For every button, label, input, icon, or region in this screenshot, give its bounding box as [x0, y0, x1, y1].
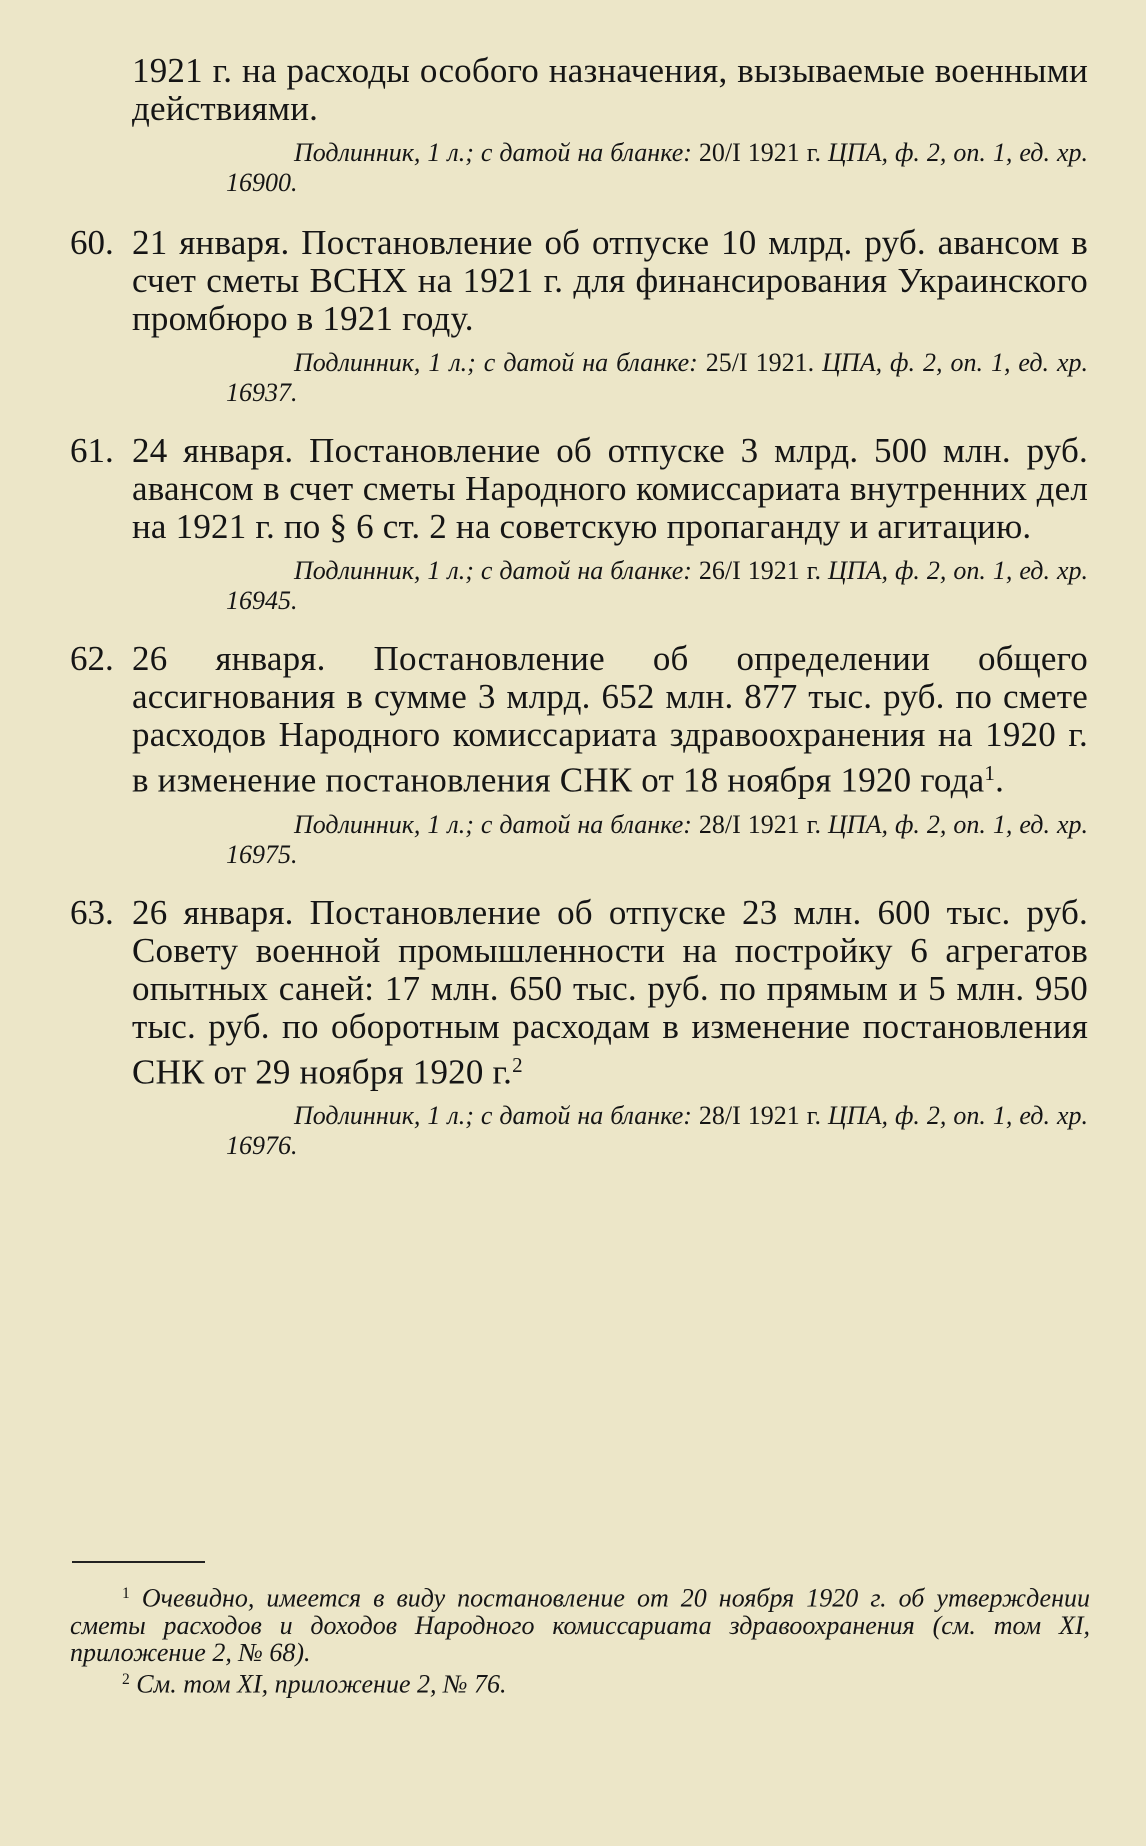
- footnote-divider: [72, 1561, 205, 1563]
- entry-61: [70, 432, 1088, 616]
- footnote-text: Очевидно, имеется в виду постановление от 20 ноября 1920 г. об утверждении сметы расходов и доходов Народного комиссариата здравоохранения (см. том XI, приложение 2, № 68).: [70, 1583, 1090, 1667]
- entry-citation: [132, 810, 1088, 870]
- entry-text-block: [132, 640, 1088, 800]
- footnote-text: См. том XI, приложение 2, № 76.: [129, 1669, 507, 1699]
- footnote-mark: 1: [122, 1585, 130, 1602]
- citation-date: 20/I 1921 г.: [691, 138, 829, 167]
- entry-text-block: [132, 894, 1088, 1092]
- footnote-2: [70, 1666, 1090, 1698]
- footnote-ref: 2: [512, 1052, 523, 1077]
- citation-date: 28/I 1921 г.: [691, 809, 829, 839]
- citation-date: 28/I 1921 г.: [691, 1101, 829, 1131]
- citation-date: 25/I 1921.: [697, 348, 823, 377]
- entry-number: 63.: [70, 892, 114, 932]
- citation-label: Подлинник, 1 л.; с датой на бланке:: [294, 138, 692, 167]
- entry-text-end: .: [995, 760, 1005, 800]
- entry-63: [70, 894, 1088, 1162]
- footnote-1: [70, 1580, 1090, 1666]
- citation-label: Подлинник, 1 л.; с датой на бланке:: [294, 1101, 692, 1131]
- entry-number: 62.: [70, 639, 114, 678]
- entry-text: 26 января. Постановление об отпуске 23 млн. 600 тыс. руб. Совету военной промышленности на постройку 6 агрегатов опытных саней: 17 млн. 650 тыс. руб. по прямым и 5 млн. 950 тыс. руб. по оборотным расходам в изменение постановления СНК от 29 ноября 1920 г.: [132, 892, 1088, 1092]
- entry-number: 61.: [70, 431, 114, 470]
- citation-label: Подлинник, 1 л.; с датой на бланке:: [294, 809, 692, 839]
- citation-date: 26/I 1921 г.: [691, 556, 829, 585]
- footnote-mark: 2: [122, 1670, 130, 1688]
- citation-archive: ЦПА, ф. 2, оп. 1, ед. хр. 16900.: [226, 138, 1088, 197]
- entry-60: [70, 224, 1088, 408]
- entry-citation: [132, 1101, 1088, 1161]
- entry-number: 60.: [70, 223, 114, 262]
- entry-citation: [132, 556, 1088, 616]
- main-text-block: [70, 52, 1088, 1161]
- entry-text: 21 января. Постановление об отпуске 10 млрд. руб. авансом в счет сметы ВСНХ на 1921 г. для финансирования Украинского промбюро в 1921 году.: [132, 223, 1088, 338]
- citation-label: Подлинник, 1 л.; с датой на бланке:: [294, 556, 692, 585]
- footnotes: [70, 1580, 1090, 1697]
- entry-text: 26 января. Постановление об определении общего ассигнования в сумме 3 млрд. 652 млн. 877 тыс. руб. по смете расходов Народного комиссариата здравоохранения на 1920 г. в изменение постановления СНК от 18 ноября 1920 года: [132, 639, 1088, 800]
- entry-citation: [132, 348, 1088, 408]
- entry-text: 24 января. Постановление об отпуске 3 млрд. 500 млн. руб. авансом в счет сметы Народного комиссариата внутренних дел на 1921 г. по § 6 ст. 2 на советскую пропаганду и агитацию.: [132, 431, 1088, 546]
- citation-archive: ЦПА, ф. 2, оп. 1, ед. хр. 16975.: [226, 809, 1088, 869]
- footnote-ref: 1: [984, 761, 996, 785]
- citation-archive: ЦПА, ф. 2, оп. 1, ед. хр. 16945.: [226, 556, 1088, 615]
- intro-text: 1921 г. на расходы особого назначения, вызываемые военными действиями.: [132, 51, 1088, 128]
- entry-62: [70, 640, 1088, 870]
- citation-archive: ЦПА, ф. 2, оп. 1, ед. хр. 16937.: [226, 348, 1088, 407]
- citation-archive: ЦПА, ф. 2, оп. 1, ед. хр. 16976.: [226, 1101, 1088, 1161]
- intro-entry: [70, 52, 1088, 198]
- intro-citation: [70, 138, 1088, 198]
- citation-label: Подлинник, 1 л.; с датой на бланке:: [294, 348, 698, 377]
